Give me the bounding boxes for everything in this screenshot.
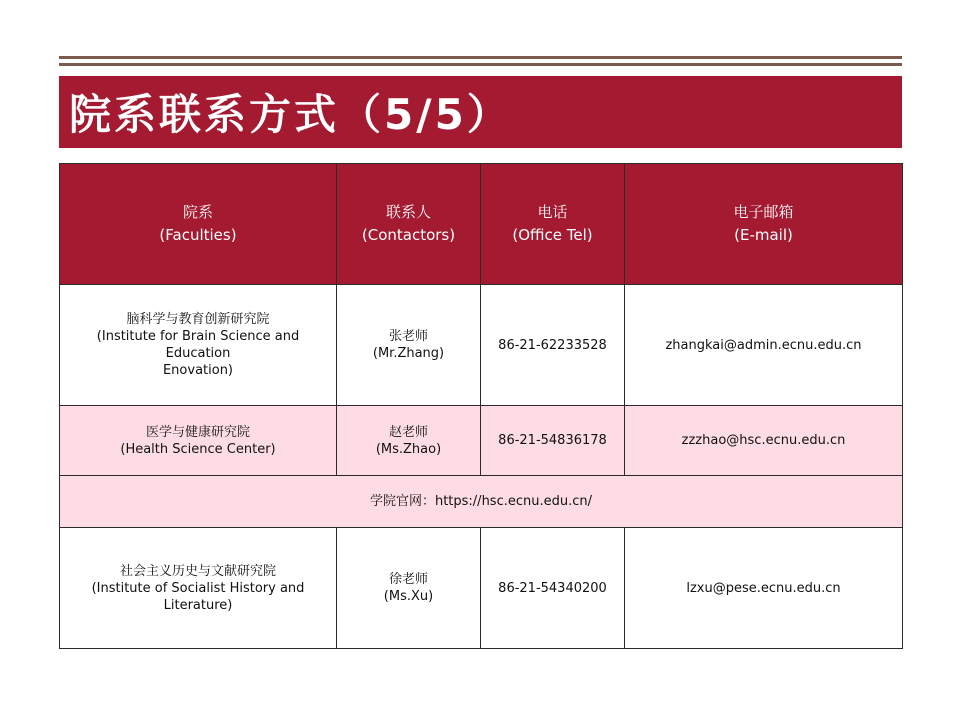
email-cell: zzzhao@hsc.ecnu.edu.cn [625, 406, 903, 476]
website-note-cell [60, 476, 903, 528]
table-header-row [60, 164, 903, 285]
contact-cell: 赵老师 (Ms.Zhao) [337, 406, 481, 476]
website-note-row [60, 476, 903, 528]
tel-cell: 86-21-54340200 [481, 528, 625, 649]
contact-cell: 徐老师 (Ms.Xu) [337, 528, 481, 649]
email-cell: zhangkai@admin.ecnu.edu.cn [625, 285, 903, 406]
table-row [60, 285, 903, 406]
header-faculties: 院系 (Faculties) [60, 164, 337, 285]
website-note: 学院官网：https://hsc.ecnu.edu.cn/ [369, 494, 593, 509]
header-contactors: 联系人 (Contactors) [337, 164, 481, 285]
faculty-cell: 社会主义历史与文献研究院 (Institute of Socialist History and Literature) [60, 528, 337, 649]
top-rule-lower [59, 63, 902, 66]
top-rule-upper [59, 56, 902, 59]
table-row [60, 528, 903, 649]
page-title: 院系联系方式（5/5） [69, 90, 512, 139]
header-email: 电子邮箱 (E-mail) [625, 164, 903, 285]
tel-cell: 86-21-54836178 [481, 406, 625, 476]
title-bar [59, 76, 902, 148]
contacts-table [59, 163, 903, 649]
tel-cell: 86-21-62233528 [481, 285, 625, 406]
faculty-cell: 脑科学与教育创新研究院 (Institute for Brain Science and Education Enovation) [60, 285, 337, 406]
faculty-cell: 医学与健康研究院 (Health Science Center) [60, 406, 337, 476]
header-office-tel: 电话 (Office Tel) [481, 164, 625, 285]
table-row [60, 406, 903, 476]
email-cell: lzxu@pese.ecnu.edu.cn [625, 528, 903, 649]
contact-cell: 张老师 (Mr.Zhang) [337, 285, 481, 406]
